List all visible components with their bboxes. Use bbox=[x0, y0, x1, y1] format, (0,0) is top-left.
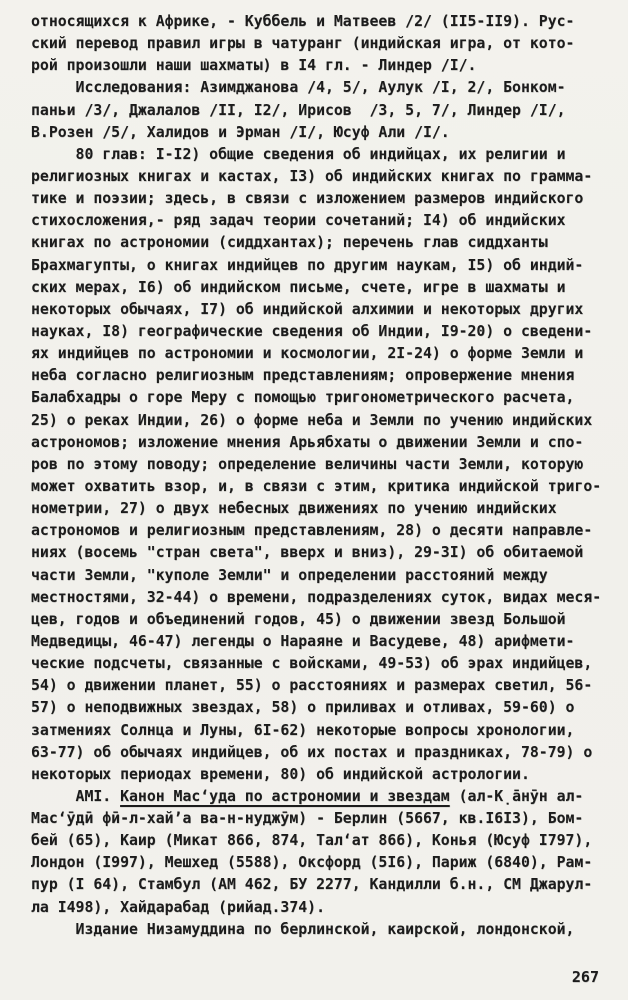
text-line bbox=[31, 387, 601, 409]
text-segment: ниях (восемь "стран света", вверх и вниз), 29-3I) об обитаемой bbox=[31, 544, 584, 562]
text-line bbox=[31, 609, 601, 631]
text-line bbox=[31, 255, 601, 277]
text-line bbox=[31, 720, 601, 742]
text-line bbox=[31, 210, 601, 232]
text-line bbox=[31, 675, 601, 697]
text-line bbox=[31, 410, 601, 432]
text-segment: Медведицы, 46-47) легенды о Нараяне и Васудеве, 48) арифмети- bbox=[31, 632, 575, 650]
text-segment: Издание Низамуддина по берлинской, каирской, лондонской, bbox=[31, 920, 575, 938]
text-line bbox=[31, 321, 601, 343]
text-line bbox=[31, 11, 601, 33]
text-segment: может охватить взор, и, в связи с этим, критика индийской триго- bbox=[31, 477, 602, 495]
text-segment: ях индийцев по астрономии и космологии, 2I-24) о форме Земли и bbox=[31, 345, 584, 363]
text-line bbox=[31, 542, 601, 564]
text-line bbox=[31, 653, 601, 675]
text-line bbox=[31, 897, 601, 919]
text-segment: астрономов; изложение мнения Арьябхаты о движении Земли и спо- bbox=[31, 433, 584, 451]
text-segment: части Земли, "куполе Земли" и определении расстояний между bbox=[31, 566, 548, 584]
text-line bbox=[31, 166, 601, 188]
text-segment: нометрии, 27) о двух небесных движениях по учению индийских bbox=[31, 500, 557, 518]
text-line bbox=[31, 565, 601, 587]
text-segment: Исследования: Азимджанова /4, 5/, Аулук /I, 2/, Бонком- bbox=[31, 79, 566, 97]
text-segment: науках, I8) географические сведения об Индии, I9-20) о сведени- bbox=[31, 322, 593, 340]
text-segment: 80 глав: I-I2) общие сведения об индийцах, их религии и bbox=[31, 145, 566, 163]
text-segment: Мас‘ӯдӣ фӣ-л-хай’а ва-н-нуджӯм) - Берлин (5667, кв.I6I3), Бом- bbox=[31, 810, 584, 828]
text-segment: пур (I 64), Стамбул (АМ 462, БУ 2277, Кандилли б.н., СМ Джарул- bbox=[31, 876, 593, 894]
text-segment: местностями, 32-44) о времени, подразделениях суток, видах меся- bbox=[31, 588, 602, 606]
text-line bbox=[31, 852, 601, 874]
text-line bbox=[31, 498, 601, 520]
text-segment: затмениях Солнца и Луны, 6I-62) некоторые вопросы хронологии, bbox=[31, 721, 575, 739]
text-line bbox=[31, 697, 601, 719]
text-segment: ческие подсчеты, связанные с войсками, 49-53) об эрах индийцев, bbox=[31, 655, 593, 673]
text-line bbox=[31, 764, 601, 786]
text-line bbox=[31, 476, 601, 498]
text-segment: относящихся к Африке, - Куббель и Матвеев /2/ (II5-II9). Рус- bbox=[31, 13, 575, 30]
page-number: 267 bbox=[571, 968, 599, 986]
text-line bbox=[31, 830, 601, 852]
text-segment: тике и поэзии; здесь, в связи с изложением размеров индийского bbox=[31, 190, 584, 208]
text-line bbox=[31, 520, 601, 542]
text-line bbox=[31, 33, 601, 55]
text-segment: неба согласно религиозным представлениям; опровержение мнения bbox=[31, 367, 575, 385]
text-segment: ров по этому поводу; определение величины части Земли, которую bbox=[31, 455, 584, 473]
text-segment: В.Розен /5/, Халидов и Эрман /I/, Юсуф Али /I/. bbox=[31, 123, 450, 141]
text-segment: Брахмагупты, о книгах индийцев по другим наукам, I5) об индий- bbox=[31, 256, 584, 274]
text-segment: паньи /3/, Джалалов /II, I2/, Ирисов /3, 5, 7/, Линдер /I/, bbox=[31, 101, 566, 119]
text-line bbox=[31, 432, 601, 454]
underlined-title-segment: Канон Мас‘уда по астрономии и звездам bbox=[120, 787, 450, 805]
text-line bbox=[31, 343, 601, 365]
text-segment: 25) о реках Индии, 26) о форме неба и Земли по учению индийских bbox=[31, 411, 593, 429]
text-segment: 57) о неподвижных звездах, 58) о приливах и отливах, 59-60) о bbox=[31, 699, 575, 717]
text-segment: рой произошли наши шахматы) в I4 гл. - Линдер /I/. bbox=[31, 57, 477, 75]
text-line bbox=[31, 365, 601, 387]
text-segment: некоторых периодах времени, 80) об индийской астрологии. bbox=[31, 765, 530, 783]
text-line bbox=[31, 454, 601, 476]
text-segment: бей (65), Каир (Микат 866, 874, Тал‘ат 866), Конья (Юсуф I797), bbox=[31, 832, 593, 850]
text-segment: АМI. bbox=[31, 787, 121, 805]
text-segment: ский перевод правил игры в чатуранг (индийская игра, от кото- bbox=[31, 35, 575, 53]
text-line bbox=[31, 122, 601, 144]
text-segment: астрономов и религиозным представлениям, 28) о десяти направле- bbox=[31, 522, 593, 540]
text-line bbox=[31, 100, 601, 122]
text-segment: Лондон (I997), Мешхед (5588), Оксфорд (5I6), Париж (6840), Рам- bbox=[31, 854, 593, 872]
text-segment: ла I498), Хайдарабад (рийад.374). bbox=[31, 898, 325, 916]
text-line bbox=[31, 808, 601, 830]
text-segment: (ал-К̣а̄нӯн ал- bbox=[449, 787, 584, 805]
text-segment: Балабхадры о горе Меру с помощью тригонометрического расчета, bbox=[31, 389, 575, 407]
text-line bbox=[31, 232, 601, 254]
text-line bbox=[31, 786, 601, 808]
text-line bbox=[31, 299, 601, 321]
text-line bbox=[31, 631, 601, 653]
text-line bbox=[31, 188, 601, 210]
text-line bbox=[31, 144, 601, 166]
text-segment: ских мерах, I6) об индийском письме, счете, игре в шахматы и bbox=[31, 278, 566, 296]
text-line bbox=[31, 55, 601, 77]
document-text bbox=[31, 11, 601, 941]
text-segment: стихосложения,- ряд задач теории сочетаний; I4) об индийских bbox=[31, 212, 566, 230]
text-segment: цев, годов и объединений годов, 45) о движении звезд Большой bbox=[31, 610, 566, 628]
text-line bbox=[31, 587, 601, 609]
text-segment: 63-77) об обычаях индийцев, об их постах и праздниках, 78-79) о bbox=[31, 743, 593, 761]
text-line bbox=[31, 874, 601, 896]
text-line bbox=[31, 919, 601, 941]
text-line bbox=[31, 77, 601, 99]
text-segment: некоторых обычаях, I7) об индийской алхимии и некоторых других bbox=[31, 300, 584, 318]
text-segment: религиозных книгах и кастах, I3) об индийских книгах по грамма- bbox=[31, 167, 593, 185]
text-segment: книгах по астрономии (сиддхантах); перечень глав сиддханты bbox=[31, 234, 548, 252]
text-line bbox=[31, 742, 601, 764]
text-segment: 54) о движении планет, 55) о расстояниях и размерах светил, 56- bbox=[31, 677, 593, 695]
text-line bbox=[31, 277, 601, 299]
